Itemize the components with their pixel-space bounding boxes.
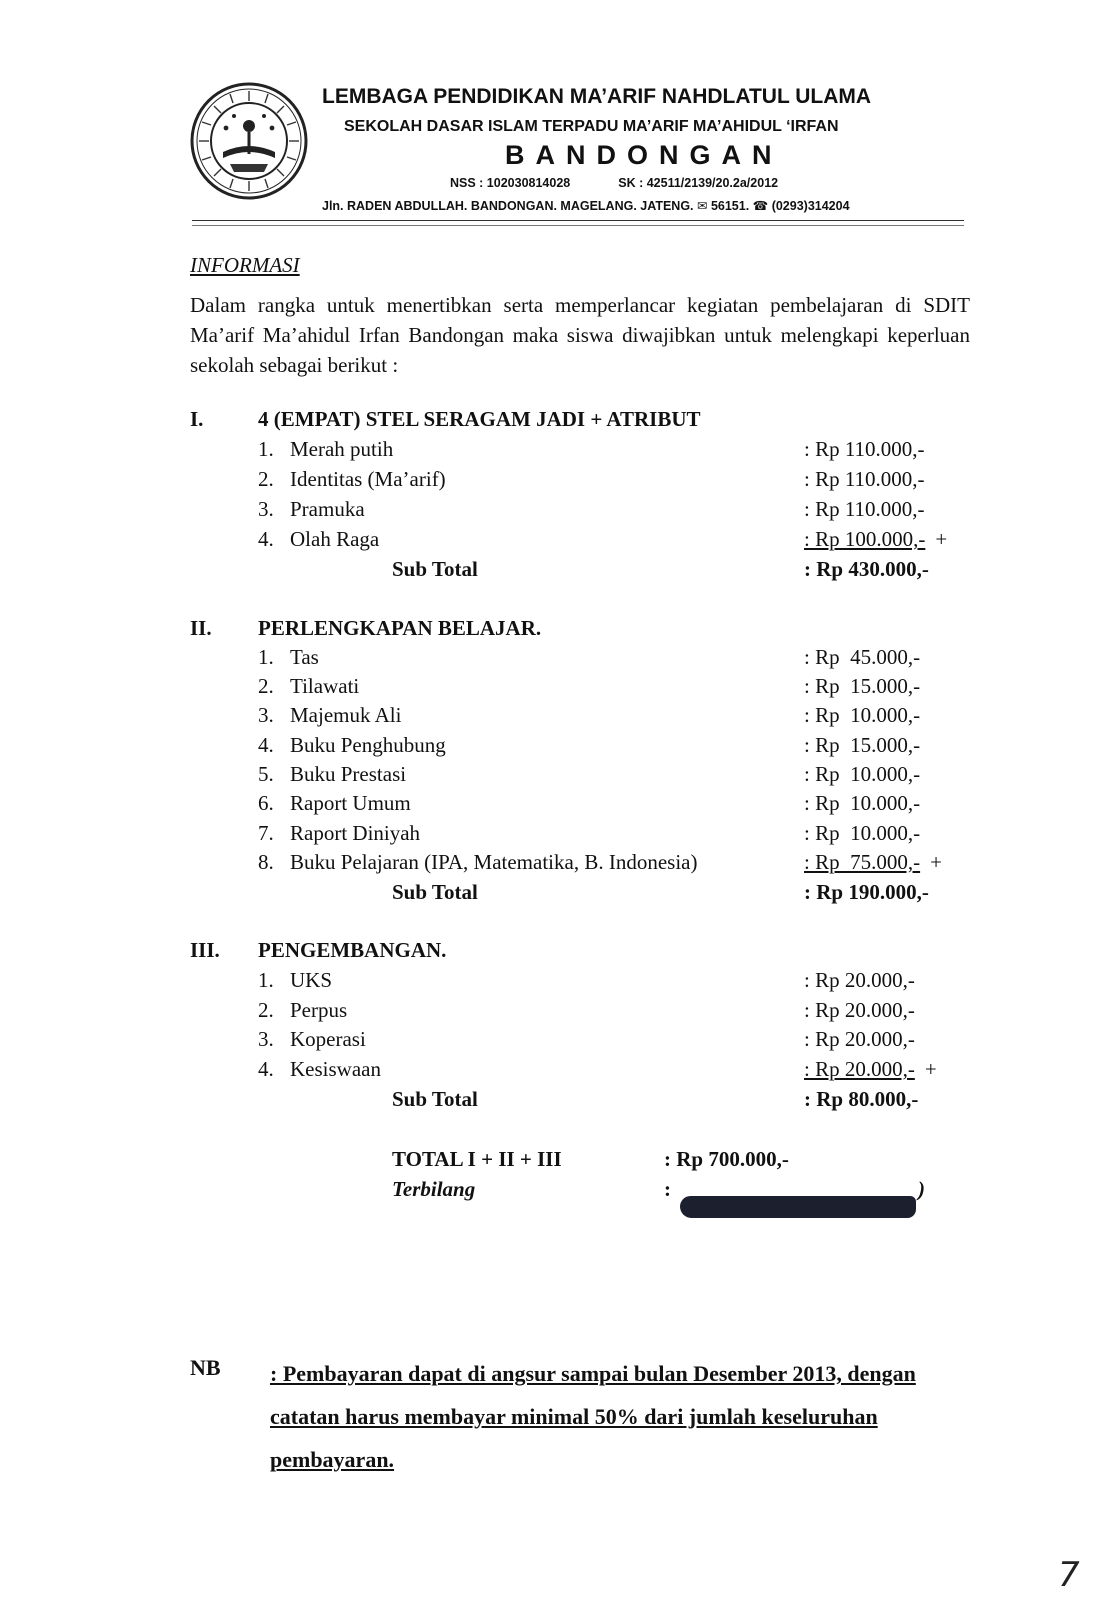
plus-sign: + [924, 1057, 937, 1081]
item-name: Identitas (Ma’arif) [290, 467, 446, 491]
item-amount-last [804, 850, 942, 875]
redacted-amount-in-words [680, 1196, 916, 1218]
item-number: 8. [258, 850, 274, 874]
item-amount: : Rp 15.000,- [804, 733, 921, 757]
item-amount: : Rp 20.000,- [804, 1027, 915, 1051]
school-seal-icon [190, 82, 308, 200]
item-number: 5. [258, 762, 274, 786]
section-numeral: I. [190, 407, 204, 431]
subtotal-value: : Rp 190.000,- [804, 880, 929, 904]
item-amount: : Rp 110.000,- [804, 467, 925, 491]
item-amount: : Rp 15.000,- [804, 674, 921, 698]
school-name: SEKOLAH DASAR ISLAM TERPADU MA’ARIF MA’AHIDUL ‘IRFAN [344, 118, 839, 135]
item-amount: : Rp 110.000,- [804, 497, 925, 521]
section-numeral: III. [190, 938, 220, 962]
letterhead-divider [192, 220, 964, 221]
plus-sign: + [935, 527, 948, 551]
item-name: Kesiswaan [290, 1057, 381, 1081]
item-name: Tas [290, 645, 319, 669]
document-heading: INFORMASI [190, 253, 300, 277]
item-name: Buku Penghubung [290, 733, 446, 757]
item-number: 1. [258, 437, 274, 461]
item-name: Raport Diniyah [290, 821, 421, 845]
item-name: Koperasi [290, 1027, 366, 1051]
note-text: : Pembayaran dapat di angsur sampai bulan Desember 2013, dengan catatan harus membayar minimal 50% dari jumlah keseluruhan pembayaran. [270, 1361, 916, 1472]
terbilang-label: Terbilang [392, 1177, 476, 1201]
item-amount: : Rp 20.000,- [804, 968, 915, 992]
subtotal-label: Sub Total [392, 557, 478, 581]
item-amount: : Rp 20.000,- [804, 998, 915, 1022]
school-address: Jln. RADEN ABDULLAH. BANDONGAN. MAGELANG. JATENG. ✉ 56151. ☎ (0293)314204 [322, 199, 850, 213]
item-number: 2. [258, 674, 274, 698]
subtotal-label: Sub Total [392, 1087, 478, 1111]
grand-total-label: TOTAL I + II + III [392, 1147, 562, 1171]
item-number: 4. [258, 527, 274, 551]
section-title: PERLENGKAPAN BELAJAR. [258, 616, 542, 640]
section-title: 4 (EMPAT) STEL SERAGAM JADI + ATRIBUT [258, 407, 701, 431]
letterhead-divider-thin [192, 225, 964, 226]
item-name: Raport Umum [290, 791, 411, 815]
item-amount: : Rp 45.000,- [804, 645, 921, 669]
item-amount-last [804, 1057, 937, 1082]
org-name: LEMBAGA PENDIDIKAN MA’ARIF NAHDLATUL ULAMA [322, 85, 872, 108]
terbilang-colon: : [664, 1177, 671, 1201]
item-name: Pramuka [290, 497, 365, 521]
item-amount: : Rp 20.000,- [804, 1057, 915, 1081]
page-number: 7 [1058, 1555, 1080, 1595]
school-city: BANDONGAN [505, 140, 783, 170]
item-number: 4. [258, 733, 274, 757]
note-label: NB [190, 1355, 221, 1380]
item-amount: : Rp 110.000,- [804, 437, 925, 461]
item-amount: : Rp 10.000,- [804, 762, 921, 786]
item-amount: : Rp 10.000,- [804, 791, 921, 815]
nss-number: NSS : 102030814028 [450, 176, 571, 190]
terbilang-close-paren: ) [918, 1177, 925, 1201]
subtotal-value: : Rp 430.000,- [804, 557, 929, 581]
item-number: 3. [258, 1027, 274, 1051]
item-name: Perpus [290, 998, 348, 1022]
item-name: Buku Prestasi [290, 762, 407, 786]
item-number: 3. [258, 497, 274, 521]
item-name: Buku Pelajaran (IPA, Matematika, B. Indonesia) [290, 850, 698, 874]
item-number: 2. [258, 998, 274, 1022]
item-number: 1. [258, 968, 274, 992]
item-amount-last [804, 527, 947, 552]
subtotal-label: Sub Total [392, 880, 478, 904]
item-amount: : Rp 75.000,- [804, 850, 921, 874]
plus-sign: + [930, 850, 942, 874]
item-number: 2. [258, 467, 274, 491]
section-title: PENGEMBANGAN. [258, 938, 447, 962]
registration-numbers [450, 176, 778, 190]
item-name: UKS [290, 968, 333, 992]
item-amount: : Rp 10.000,- [804, 821, 921, 845]
item-number: 1. [258, 645, 274, 669]
item-amount: : Rp 10.000,- [804, 703, 921, 727]
item-name: Tilawati [290, 674, 360, 698]
grand-total-value: : Rp 700.000,- [664, 1147, 789, 1171]
item-number: 3. [258, 703, 274, 727]
item-amount: : Rp 100.000,- [804, 527, 926, 551]
item-number: 4. [258, 1057, 274, 1081]
item-name: Majemuk Ali [290, 703, 402, 727]
intro-paragraph: Dalam rangka untuk menertibkan serta memperlancar kegiatan pembelajaran di SDIT Ma’arif Ma’ahidul Irfan Bandongan maka siswa diwajibkan untuk melengkapi keperluan sekolah sebagai berikut : [190, 293, 970, 377]
item-number: 7. [258, 821, 274, 845]
sk-number: SK : 42511/2139/20.2a/2012 [618, 176, 779, 190]
item-number: 6. [258, 791, 274, 815]
item-name: Merah putih [290, 437, 394, 461]
section-numeral: II. [190, 616, 212, 640]
item-name: Olah Raga [290, 527, 380, 551]
subtotal-value: : Rp 80.000,- [804, 1087, 919, 1111]
